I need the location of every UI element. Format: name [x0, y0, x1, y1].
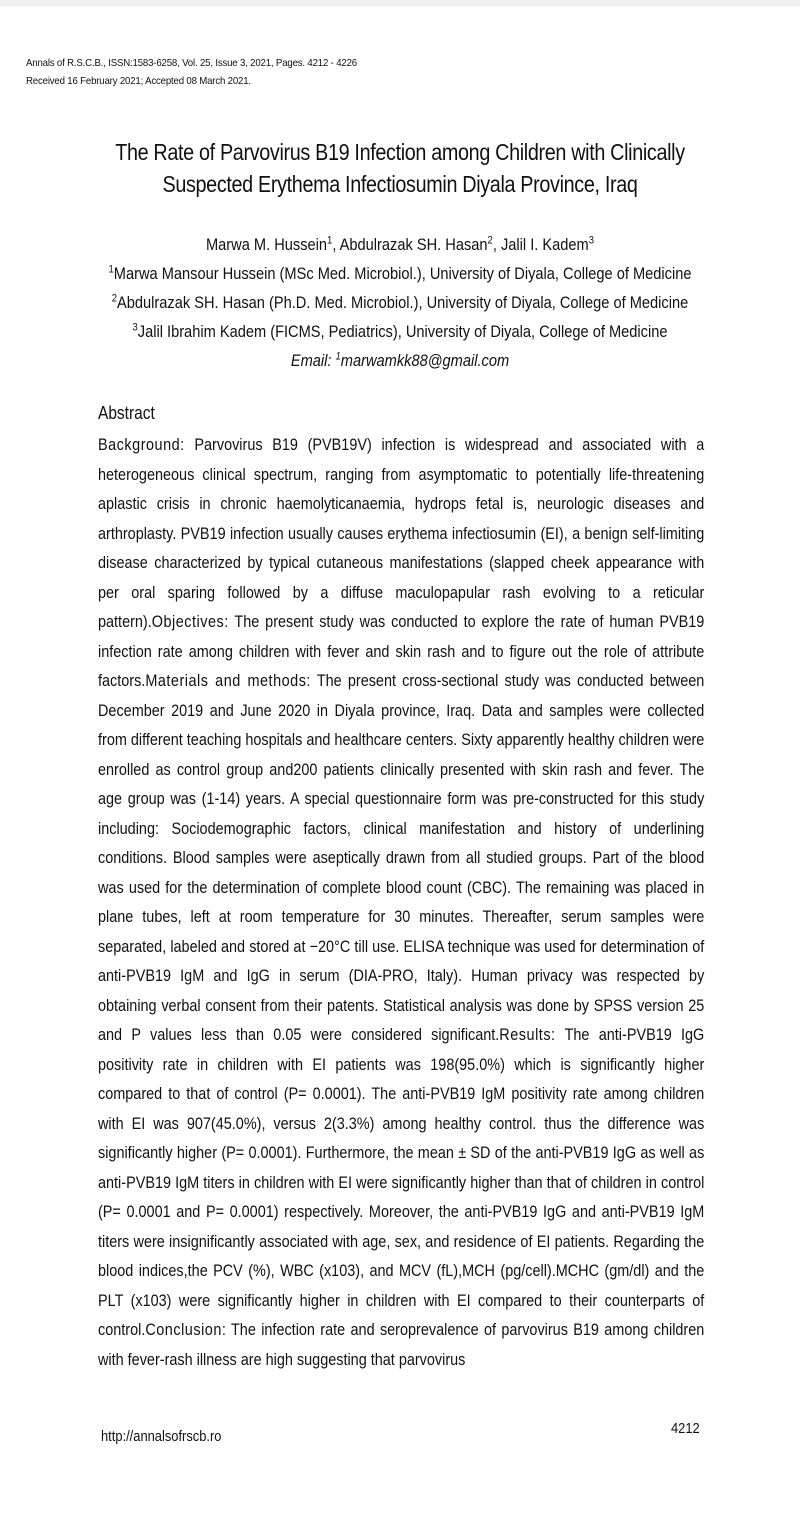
- email-line: [99, 346, 701, 375]
- page-number: 4212: [671, 1420, 700, 1437]
- top-bar: [0, 0, 800, 6]
- email-label: Email:: [290, 351, 336, 370]
- affiliation-sup: 2: [111, 292, 118, 305]
- conclusion-text: : The infection rate and seroprevalence of parvovirus B19 among children with fever-rash illness are high suggesting that parvovirus: [98, 1320, 705, 1369]
- paper-title: [108, 136, 693, 200]
- affiliation-text: Abdulrazak SH. Hasan (Ph.D. Med. Microbiol.), University of Diyala, College of Medicine: [117, 293, 689, 312]
- background-text: Parvovirus B19 (PVB19V) infection is widespread and associated with a heterogeneous clinical spectrum, ranging from asymptomatic to potentially life-threatening aplastic crisis in chronic haemolyticanaemia, hydrops fetal is, neurologic diseases and arthroplasty. PVB19 infection usually causes erythema infectiosumin (EI), a benign self-limiting disease characterized by typical cutaneous manifestations (slapped cheek appearance with per oral sparing followed by a diffuse maculopapular rash evolving to a reticular pattern).: [98, 435, 705, 631]
- methods-label: Materials and methods:: [145, 671, 311, 690]
- affiliation: [99, 317, 701, 346]
- author-names: [99, 230, 701, 259]
- affiliation-sup: 1: [108, 263, 114, 276]
- affiliation-sup: 3: [132, 321, 138, 334]
- email-sup: 1: [335, 350, 341, 363]
- journal-citation: Annals of R.S.C.B., ISSN:1583-6258, Vol. 25, Issue 3, 2021, Pages. 4212 - 4226: [26, 57, 357, 69]
- results-text: The anti-PVB19 IgG positivity rate in children with EI patients was 198(95.0%) which is significantly higher compared to that of control (P= 0.0001). The anti-PVB19 IgM positivity rate among children with EI was 907(45.0%), versus 2(3.3%) among healthy control. thus the difference was significantly higher (P= 0.0001). Furthermore, the mean ± SD of the anti-PVB19 IgG as well as anti-PVB19 IgM titers in children with EI were significantly higher than that of children in control (P= 0.0001 and P= 0.0001) respectively. Moreover, the anti-PVB19 IgG and anti-PVB19 IgM titers were insignificantly associated with age, sex, and residence of EI patients. Regarding the blood indices,the PCV (%), WBC (x103), and MCV (fL),MCH (pg/cell).MCHC (gm/dl) and the PLT (x103) were significantly higher in children with EI compared to their counterparts of control.: [98, 1025, 705, 1339]
- author-sup: 3: [588, 234, 594, 247]
- affiliation: [99, 288, 701, 317]
- title-line-2: Suspected Erythema Infectiosumin Diyala Province, Iraq: [162, 171, 638, 197]
- author-sup: 1: [327, 234, 333, 247]
- author-sup: 2: [487, 234, 493, 247]
- affiliation: [99, 259, 701, 288]
- abstract-body: [98, 430, 704, 1374]
- author-separator: ,: [492, 235, 501, 254]
- email-address[interactable]: marwamkk88@gmail.com: [340, 351, 510, 370]
- affiliation-text: Jalil Ibrahim Kadem (FICMS, Pediatrics), University of Diyala, College of Medicine: [137, 322, 668, 341]
- author-block: [99, 230, 701, 375]
- objectives-text: The present study was conducted to explore the rate of human PVB19 infection rate among children with fever and skin rash and to figure out the role of attribute factors.: [98, 612, 705, 690]
- affiliation-text: Marwa Mansour Hussein (MSc Med. Microbiol.), University of Diyala, College of Medicine: [113, 264, 692, 283]
- journal-header: [26, 54, 357, 90]
- background-label: Background:: [98, 435, 185, 454]
- abstract-heading: Abstract: [98, 403, 155, 423]
- footer-url[interactable]: http://annalsofrscb.ro: [101, 1428, 222, 1445]
- author-separator: ,: [332, 235, 340, 254]
- title-line-1: The Rate of Parvovirus B19 Infection among Children with Clinically: [115, 139, 685, 165]
- objectives-label: Objectives:: [151, 612, 229, 631]
- methods-text: The present cross-sectional study was conducted between December 2019 and June 2020 in Diyala province, Iraq. Data and samples were collected from different teaching hospitals and healthcare centers. Sixty apparently healthy children were enrolled as control group and200 patients clinically presented with skin rash and fever. The age group was (1-14) years. A special questionnaire form was pre-constructed for this study including: Sociodemographic factors, clinical manifestation and history of underlining conditions. Blood samples were aseptically drawn from all studied groups. Part of the blood was used for the determination of complete blood count (CBC). The remaining was placed in plane tubes, left at room temperature for 30 minutes. Thereafter, serum samples were separated, labeled and stored at −20°C till use. ELISA technique was used for determination of anti-PVB19 IgM and IgG in serum (DIA-PRO, Italy). Human privacy was respected by obtaining verbal consent from their patents. Statistical analysis was done by SPSS version 25 and P values less than 0.05 were considered significant.: [98, 671, 705, 1044]
- author-name: Jalil I. Kadem: [500, 235, 589, 254]
- author-name: Marwa M. Hussein: [206, 235, 328, 254]
- conclusion-label: Conclusion: [145, 1320, 222, 1339]
- author-name: Abdulrazak SH. Hasan: [339, 235, 488, 254]
- results-label: Results:: [499, 1025, 556, 1044]
- received-accepted-dates: Received 16 February 2021; Accepted 08 March 2021.: [26, 75, 251, 87]
